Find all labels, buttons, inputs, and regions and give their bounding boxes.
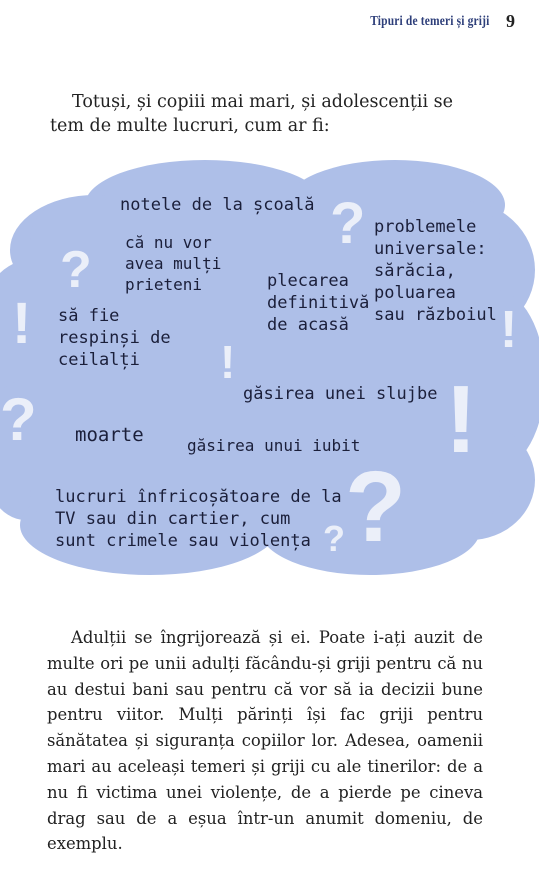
worry-finding-job: găsirea unei slujbe <box>243 384 438 404</box>
worry-no-friends: că nu vor avea mulți prieteni <box>125 233 222 294</box>
question-mark-icon: ? <box>60 241 92 299</box>
worry-death: moarte <box>75 424 144 446</box>
worry-rejection: să fie respinși de ceilalți <box>58 306 171 370</box>
worry-scary-tv-neighborhood: lucruri înfricoșătoare de la TV sau din cartier, cum sunt crimele sau violența <box>55 487 342 551</box>
question-mark-icon: ? <box>330 191 366 256</box>
exclamation-mark-icon: ! <box>500 301 518 359</box>
chapter-header: Tipuri de temeri și griji <box>369 14 489 29</box>
worry-school-grades: notele de la școală <box>120 195 315 215</box>
worry-leaving-home: plecarea definitivă de acasă <box>267 271 370 335</box>
intro-paragraph <box>50 90 490 138</box>
page-number: 9 <box>506 11 515 31</box>
question-mark-icon: ? <box>0 386 37 453</box>
worries-cloud <box>0 150 539 610</box>
body-paragraph <box>47 625 483 857</box>
question-mark-icon: ? <box>345 451 407 563</box>
exclamation-mark-icon: ! <box>12 291 32 356</box>
worry-universal-problems: problemele universale: sărăcia, poluarea sau războiul <box>374 217 497 325</box>
intro-text: Totuși, și copiii mai mari, și adolescenții se tem de multe lucruri, cum ar fi: <box>50 92 453 136</box>
worry-finding-partner: găsirea unui iubit <box>187 436 361 455</box>
exclamation-mark-icon: ! <box>445 366 477 473</box>
exclamation-mark-icon: ! <box>220 336 236 388</box>
question-mark-icon: ? <box>323 518 345 559</box>
body-text: Adulții se îngrijorează și ei. Poate i-ați auzit de multe ori pe unii adulți făcându-și griji pentru că nu au destui bani sau pentru că vor să ia decizii bune pentru viitor. Mulți părinți își fac griji pentru sănătatea și siguranța copiilor lor. Adesea, oamenii mari au aceleași temeri și griji cu ale tinerilor: de a nu fi victima unei violențe, de a pierde pe cineva drag sau de a eșua într-un anumit domeniu, de exemplu. <box>47 628 483 854</box>
